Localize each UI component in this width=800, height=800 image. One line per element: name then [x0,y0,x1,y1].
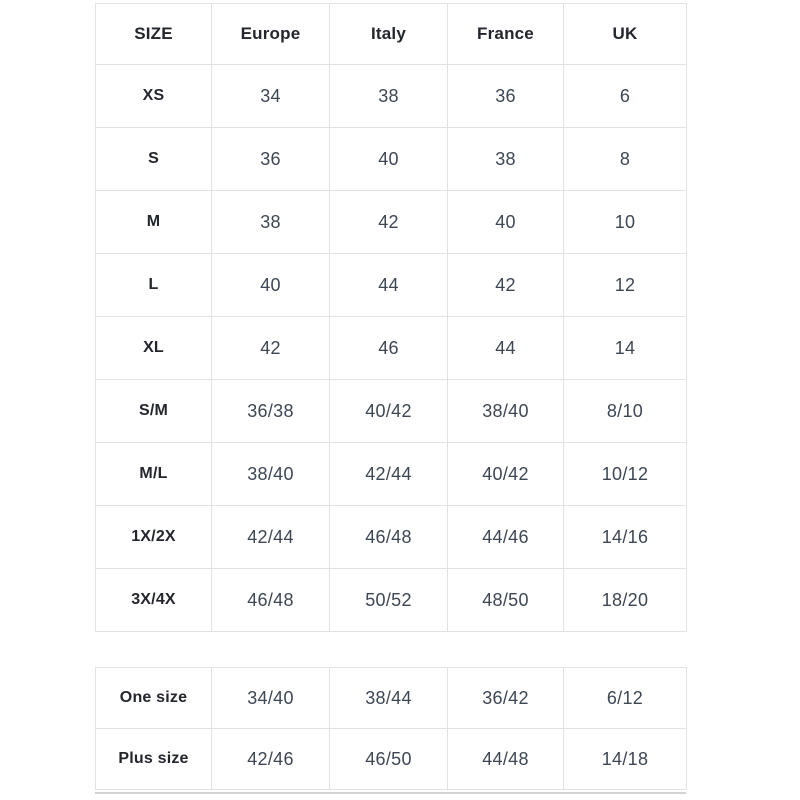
uk-value: 14/16 [564,506,687,569]
column-header-italy: Italy [330,4,448,65]
uk-value: 6 [564,65,687,128]
uk-value: 8 [564,128,687,191]
italy-value: 46/50 [330,729,448,790]
size-conversion-table-wrap [95,3,686,632]
france-value: 36 [448,65,564,128]
italy-value: 44 [330,254,448,317]
uk-value: 6/12 [564,668,687,729]
size-label: M/L [96,443,212,506]
italy-value: 40/42 [330,380,448,443]
special-sizes-table-wrap [95,667,686,790]
size-label: S/M [96,380,212,443]
table-row [96,128,687,191]
bottom-divider [95,792,686,794]
table-row [96,65,687,128]
size-conversion-table [95,3,687,632]
table-row [96,254,687,317]
uk-value: 12 [564,254,687,317]
column-header-france: France [448,4,564,65]
france-value: 48/50 [448,569,564,632]
column-header-uk: UK [564,4,687,65]
france-value: 40/42 [448,443,564,506]
special-sizes-table [95,667,687,790]
europe-value: 46/48 [212,569,330,632]
italy-value: 42 [330,191,448,254]
column-header-size: SIZE [96,4,212,65]
table-row [96,729,687,790]
table-row [96,668,687,729]
table-row [96,191,687,254]
uk-value: 10 [564,191,687,254]
size-label: Plus size [96,729,212,790]
size-label: 3X/4X [96,569,212,632]
france-value: 36/42 [448,668,564,729]
europe-value: 36 [212,128,330,191]
size-label: M [96,191,212,254]
france-value: 38 [448,128,564,191]
europe-value: 42 [212,317,330,380]
france-value: 44/46 [448,506,564,569]
size-label: XL [96,317,212,380]
france-value: 42 [448,254,564,317]
table-row [96,506,687,569]
france-value: 44/48 [448,729,564,790]
europe-value: 42/46 [212,729,330,790]
uk-value: 14/18 [564,729,687,790]
header-row [96,4,687,65]
size-label: One size [96,668,212,729]
europe-value: 34 [212,65,330,128]
europe-value: 36/38 [212,380,330,443]
column-header-europe: Europe [212,4,330,65]
uk-value: 18/20 [564,569,687,632]
table-row [96,380,687,443]
europe-value: 40 [212,254,330,317]
europe-value: 38/40 [212,443,330,506]
size-label: XS [96,65,212,128]
size-label: S [96,128,212,191]
table-row [96,317,687,380]
europe-value: 34/40 [212,668,330,729]
size-label: 1X/2X [96,506,212,569]
size-label: L [96,254,212,317]
france-value: 38/40 [448,380,564,443]
italy-value: 40 [330,128,448,191]
france-value: 44 [448,317,564,380]
italy-value: 38/44 [330,668,448,729]
table-row [96,569,687,632]
table-row [96,443,687,506]
europe-value: 42/44 [212,506,330,569]
france-value: 40 [448,191,564,254]
uk-value: 10/12 [564,443,687,506]
italy-value: 46 [330,317,448,380]
italy-value: 38 [330,65,448,128]
italy-value: 50/52 [330,569,448,632]
italy-value: 42/44 [330,443,448,506]
uk-value: 8/10 [564,380,687,443]
europe-value: 38 [212,191,330,254]
uk-value: 14 [564,317,687,380]
italy-value: 46/48 [330,506,448,569]
